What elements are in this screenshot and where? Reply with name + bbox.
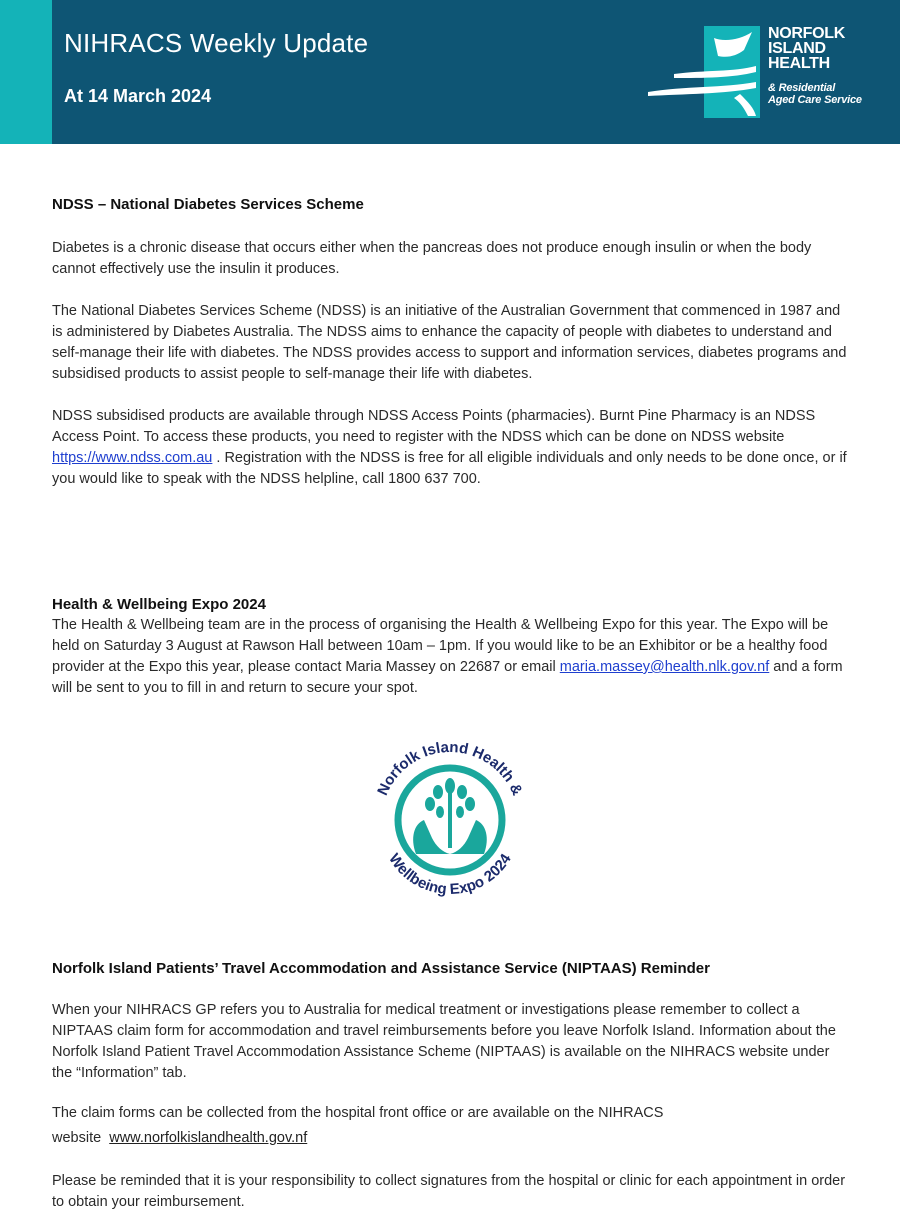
ndss-heading: NDSS – National Diabetes Services Scheme xyxy=(52,196,364,213)
ndss-paragraph-2: The National Diabetes Services Scheme (NDSS) is an initiative of the Australian Government that commenced in 1987 and is administered by Diabetes Australia. The NDSS aims to enhance the capacity of people with diabetes to understand and self-manage their life with diabetes. The NDSS provides access to support and information services, diabetes programs and subsidised products to assist people to self-manage their life with diabetes. xyxy=(52,303,847,382)
logo-sub-line-1: & Residential xyxy=(768,82,836,94)
page-title: NIHRACS Weekly Update xyxy=(64,28,369,58)
ndss-paragraph-1: Diabetes is a chronic disease that occurs either when the pancreas does not produce enough insulin or when the body cannot effectively use the insulin it produces. xyxy=(52,240,812,277)
expo-logo-text-top: Norfolk Island Health & xyxy=(374,738,526,799)
niptaas-paragraph-3: Please be reminded that it is your responsibility to collect signatures from the hospital or clinic for each appointment in order to obtain your reimbursement. xyxy=(52,1173,846,1210)
ndss-paragraph-3 xyxy=(52,406,852,490)
website-label: website xyxy=(52,1130,110,1146)
niptaas-heading: Norfolk Island Patients’ Travel Accommodation and Assistance Service (NIPTAAS) Reminder xyxy=(52,960,710,977)
niptaas-paragraph-2-line-1: The claim forms can be collected from the hospital front office or are available on the NIHRACS xyxy=(52,1105,664,1121)
expo-paragraph-text-after: and a form will be sent to you to fill in and return to secure your spot. xyxy=(52,659,843,696)
niptaas-website-line xyxy=(52,1128,852,1149)
logo-line-3: HEALTH xyxy=(768,55,830,72)
norfolk-health-website-link[interactable]: www.norfolkislandhealth.gov.nf xyxy=(109,1130,308,1146)
niptaas-paragraph-1: When your NIHRACS GP refers you to Australia for medical treatment or investigations please remember to collect a NIPTAAS claim form for accommodation and travel reimbursements before you leave Norfolk Island. Information about the Norfolk Island Patient Travel Accommodation Assistance Scheme (NIPTAAS) is available on the NIHRACS website under the “Information” tab. xyxy=(52,1002,836,1081)
logo-sub-line-2: Aged Care Service xyxy=(768,94,862,106)
logo-subtitle xyxy=(768,82,862,106)
expo-heading: Health & Wellbeing Expo 2024 xyxy=(52,596,266,613)
maria-massey-email-link[interactable]: maria.massey@health.nlk.gov.nf xyxy=(559,659,770,675)
expo-paragraph-text: The Health & Wellbeing team are in the process of organising the Health & Wellbeing Expo for this year. The Expo will be held on Saturday 3 August at Rawson Hall between 10am – 1pm. If you would like to be an Exhibitor or be a healthy food provider at the Expo this year, please contact Maria Massey on 22687 or email xyxy=(52,617,829,675)
header-accent-bar xyxy=(0,0,52,144)
logo-line-2: ISLAND xyxy=(768,40,826,57)
ndss-paragraph-3-text-after: . Registration with the NDSS is free for all eligible individuals and only needs to be done once, or if you would like to speak with the NDSS helpline, call 1800 637 700. xyxy=(52,450,847,487)
wellbeing-expo-logo xyxy=(360,728,540,908)
logo-wordmark xyxy=(768,26,845,71)
tree-trunk xyxy=(448,792,452,848)
header-banner xyxy=(0,0,900,144)
right-hand-icon xyxy=(450,820,487,854)
expo-logo-text-bottom: Wellbeing Expo 2024 xyxy=(385,850,515,899)
logo-line-1: NORFOLK xyxy=(768,25,846,42)
niptaas-paragraph-2 xyxy=(52,1103,852,1149)
expo-paragraph xyxy=(52,615,852,699)
left-hand-icon xyxy=(413,820,450,854)
ndss-website-link[interactable]: https://www.ndss.com.au xyxy=(52,450,213,466)
ndss-paragraph-3-text: NDSS subsidised products are available through NDSS Access Points (pharmacies). Burnt Pine Pharmacy is an NDSS Access Point. To access these products, you need to register with the NDSS which can be done on NDSS website xyxy=(52,408,816,445)
update-date: At 14 March 2024 xyxy=(64,86,212,106)
